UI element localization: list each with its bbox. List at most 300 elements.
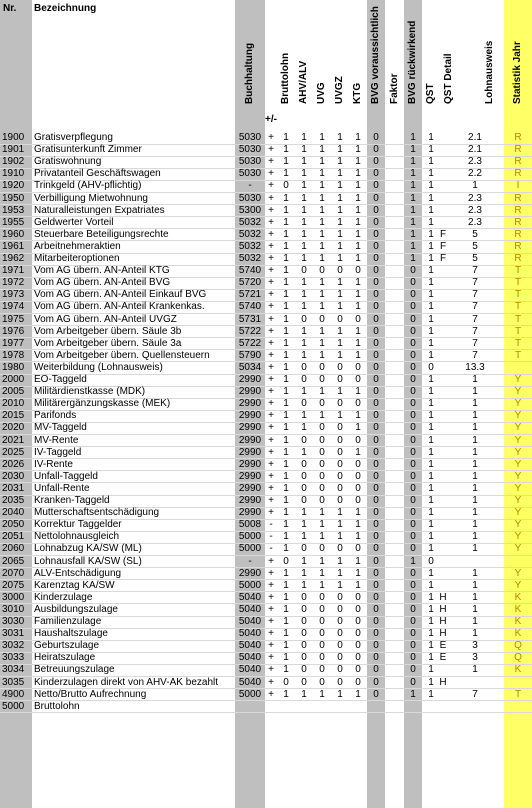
cell-statistik-jahr: R bbox=[514, 192, 522, 204]
cell-ahv-alv: 0 bbox=[301, 603, 307, 615]
cell-bezeichnung: Vom AG übern. AN-Anteil Krankenkas. bbox=[34, 301, 205, 313]
cell-bruttolohn: 1 bbox=[283, 361, 289, 373]
cell-bezeichnung: Naturalleistungen Expatriates bbox=[34, 204, 165, 216]
cell-lohnausweis: 1 bbox=[472, 628, 478, 640]
cell-faktor bbox=[385, 217, 404, 229]
cell-uvg: 1 bbox=[319, 337, 325, 349]
cell-bruttolohn: 1 bbox=[283, 652, 289, 664]
cell-uvg: 0 bbox=[319, 603, 325, 615]
cell-ahv-alv: 1 bbox=[301, 567, 307, 579]
cell-uvgz: 1 bbox=[337, 277, 343, 289]
cell-statistik-jahr: Y bbox=[514, 495, 522, 506]
cell-lohnausweis: 1 bbox=[472, 410, 478, 422]
cell-bezeichnung: Kranken-Taggeld bbox=[34, 495, 110, 506]
cell-qst: 1 bbox=[428, 640, 434, 652]
cell-faktor bbox=[385, 277, 404, 289]
cell-plus-minus: + bbox=[268, 434, 274, 446]
cell-lohnausweis: 7 bbox=[472, 265, 478, 277]
cell-nr: 1950 bbox=[2, 192, 25, 204]
cell-bruttolohn bbox=[277, 701, 295, 713]
cell-nr: 1901 bbox=[2, 144, 25, 156]
cell-nr: 5000 bbox=[2, 700, 25, 712]
cell-ahv-alv: 1 bbox=[301, 555, 307, 567]
cell-ahv-alv: 1 bbox=[301, 519, 307, 531]
cell-statistik-jahr: R bbox=[514, 228, 522, 240]
cell-qst-detail bbox=[436, 701, 450, 713]
cell-bvg-rueckwirkend: 0 bbox=[410, 531, 416, 543]
cell-lohnausweis: 1 bbox=[472, 374, 478, 385]
cell-uvgz: 1 bbox=[337, 325, 343, 337]
cell-faktor bbox=[385, 362, 404, 374]
cell-faktor bbox=[385, 205, 404, 217]
cell-plus-minus: + bbox=[268, 507, 274, 519]
cell-bvg-voraussichtlich: 0 bbox=[373, 240, 379, 252]
cell-bvg-rueckwirkend: 0 bbox=[410, 567, 416, 579]
cell-statistik-jahr: Y bbox=[514, 458, 522, 470]
cell-lohnausweis bbox=[450, 677, 500, 689]
cell-bvg-rueckwirkend: 1 bbox=[410, 204, 416, 216]
cell-uvg: 1 bbox=[319, 180, 325, 192]
cell-qst-detail bbox=[436, 362, 450, 374]
cell-bezeichnung: MV-Rente bbox=[34, 434, 79, 446]
cell-ahv-alv: 0 bbox=[301, 374, 307, 385]
cell-bvg-rueckwirkend: 0 bbox=[410, 361, 416, 373]
cell-ahv-alv: 1 bbox=[301, 507, 307, 519]
cell-nr: 2050 bbox=[2, 519, 25, 531]
cell-lohnausweis: 1 bbox=[472, 482, 478, 494]
cell-uvg: 1 bbox=[319, 289, 325, 301]
cell-lohnausweis: 2.1 bbox=[468, 132, 482, 143]
cell-qst: 1 bbox=[428, 301, 434, 313]
cell-bvg-voraussichtlich: 0 bbox=[373, 337, 379, 349]
cell-plus-minus: + bbox=[268, 337, 274, 349]
cell-plus-minus: + bbox=[268, 277, 274, 289]
cell-uvg: 0 bbox=[319, 422, 325, 434]
cell-lohnausweis: 3 bbox=[472, 652, 478, 664]
cell-lohnausweis: 1 bbox=[472, 616, 478, 627]
cell-plus-minus: + bbox=[268, 228, 274, 240]
cell-lohnausweis: 1 bbox=[472, 470, 478, 482]
cell-statistik-jahr: T bbox=[514, 301, 522, 313]
cell-ahv-alv: 0 bbox=[301, 591, 307, 603]
cell-lohnausweis: 3 bbox=[472, 640, 478, 652]
cell-uvg: 1 bbox=[319, 156, 325, 168]
cell-uvg: 0 bbox=[319, 543, 325, 555]
cell-nr: 1975 bbox=[2, 313, 25, 325]
cell-bruttolohn: 1 bbox=[283, 313, 289, 325]
cell-bvg-voraussichtlich: 0 bbox=[373, 543, 379, 555]
cell-ktg: 1 bbox=[355, 386, 361, 398]
cell-bezeichnung: Korrektur Taggelder bbox=[34, 519, 122, 531]
cell-ahv-alv: 1 bbox=[301, 168, 307, 180]
cell-ahv-alv: 1 bbox=[301, 349, 307, 361]
cell-bezeichnung: Vom Arbeitgeber übern. Quellensteuern bbox=[34, 349, 210, 361]
cell-bvg-voraussichtlich: 0 bbox=[373, 434, 379, 446]
cell-lohnausweis: 7 bbox=[472, 325, 478, 337]
cell-bruttolohn: 1 bbox=[283, 591, 289, 603]
cell-bezeichnung: Arbeitnehmeraktien bbox=[34, 240, 121, 252]
cell-buchhaltung: 5040 bbox=[238, 603, 262, 615]
cell-qst-detail bbox=[436, 277, 450, 289]
cell-qst: 1 bbox=[428, 616, 434, 627]
cell-plus-minus: + bbox=[268, 325, 274, 337]
cell-qst: 1 bbox=[428, 216, 434, 228]
cell-bvg-voraussichtlich: 0 bbox=[373, 313, 379, 325]
cell-bruttolohn: 1 bbox=[283, 168, 289, 180]
cell-uvg: 1 bbox=[319, 168, 325, 180]
cell-qst: 1 bbox=[428, 507, 434, 519]
header-statistik-jahr bbox=[504, 0, 532, 120]
header-bezeichnung: Bezeichnung bbox=[34, 3, 97, 14]
cell-statistik-jahr: T bbox=[514, 313, 522, 325]
cell-lohnausweis: 1 bbox=[472, 519, 478, 531]
cell-bezeichnung: Verbilligung Mietwohnung bbox=[34, 192, 148, 204]
cell-buchhaltung: - bbox=[248, 555, 252, 567]
cell-bvg-voraussichtlich: 0 bbox=[373, 374, 379, 385]
cell-nr: 1961 bbox=[2, 240, 25, 252]
cell-buchhaltung: 5030 bbox=[238, 144, 262, 156]
cell-uvgz: 1 bbox=[337, 192, 343, 204]
cell-bvg-voraussichtlich: 0 bbox=[373, 144, 379, 156]
cell-ahv-alv: 0 bbox=[301, 664, 307, 676]
cell-statistik-jahr: Y bbox=[514, 567, 522, 579]
cell-plus-minus: + bbox=[268, 301, 274, 313]
cell-lohnausweis: 1 bbox=[472, 567, 478, 579]
header-bvg-voraussichtlich-label: BVG voraussichtlich bbox=[370, 6, 381, 104]
cell-uvg: 0 bbox=[319, 482, 325, 494]
cell-buchhaltung: 2990 bbox=[238, 374, 262, 385]
cell-statistik-jahr: R bbox=[514, 216, 522, 228]
cell-plus-minus: + bbox=[268, 192, 274, 204]
cell-qst: 1 bbox=[428, 265, 434, 277]
cell-ahv-alv: 1 bbox=[301, 180, 307, 192]
cell-nr: 1953 bbox=[2, 204, 25, 216]
cell-bvg-rueckwirkend bbox=[404, 701, 422, 713]
cell-bvg-voraussichtlich bbox=[367, 701, 385, 713]
cell-bruttolohn: 1 bbox=[283, 434, 289, 446]
cell-ktg: 0 bbox=[355, 434, 361, 446]
cell-qst: 1 bbox=[428, 652, 434, 664]
cell-bruttolohn: 1 bbox=[283, 144, 289, 156]
cell-bvg-voraussichtlich: 0 bbox=[373, 422, 379, 434]
cell-uvgz: 1 bbox=[337, 531, 343, 543]
cell-bvg-rueckwirkend: 1 bbox=[410, 688, 416, 700]
cell-statistik-jahr: Y bbox=[514, 531, 522, 543]
cell-ahv-alv: 0 bbox=[301, 616, 307, 627]
cell-bezeichnung: Gratisunterkunft Zimmer bbox=[34, 144, 142, 156]
cell-bvg-rueckwirkend: 0 bbox=[410, 603, 416, 615]
cell-statistik-jahr bbox=[504, 677, 532, 689]
cell-bruttolohn: 1 bbox=[283, 664, 289, 676]
cell-faktor bbox=[385, 386, 404, 398]
cell-bezeichnung: Unfall-Taggeld bbox=[34, 470, 98, 482]
cell-faktor bbox=[385, 193, 404, 205]
cell-bezeichnung: Geldwerter Vorteil bbox=[34, 216, 114, 228]
cell-buchhaltung: 5000 bbox=[238, 579, 262, 591]
cell-qst: 1 bbox=[428, 168, 434, 180]
cell-statistik-jahr: Q bbox=[514, 652, 522, 664]
cell-faktor bbox=[385, 543, 404, 555]
cell-bvg-voraussichtlich: 0 bbox=[373, 361, 379, 373]
cell-bezeichnung: Betreuungszulage bbox=[34, 664, 115, 676]
cell-uvgz bbox=[331, 701, 349, 713]
cell-statistik-jahr: K bbox=[514, 591, 522, 603]
cell-qst-detail bbox=[436, 664, 450, 676]
cell-ktg: 1 bbox=[355, 422, 361, 434]
cell-qst-detail bbox=[436, 301, 450, 313]
cell-qst-detail bbox=[436, 435, 450, 447]
header-qst-label: QST bbox=[425, 83, 436, 104]
cell-uvg: 1 bbox=[319, 144, 325, 156]
cell-uvgz: 1 bbox=[337, 204, 343, 216]
cell-plus-minus: + bbox=[268, 603, 274, 615]
cell-nr: 1971 bbox=[2, 265, 25, 277]
cell-nr: 1977 bbox=[2, 337, 25, 349]
cell-statistik-jahr: T bbox=[514, 265, 522, 277]
cell-nr: 2040 bbox=[2, 507, 25, 519]
cell-uvg: 1 bbox=[319, 216, 325, 228]
header-ktg bbox=[349, 0, 367, 120]
cell-bvg-voraussichtlich: 0 bbox=[373, 567, 379, 579]
cell-bruttolohn: 1 bbox=[283, 240, 289, 252]
cell-ktg: 1 bbox=[355, 277, 361, 289]
cell-bvg-rueckwirkend: 0 bbox=[410, 386, 416, 398]
header-qst-detail-label: QST Detail bbox=[443, 53, 454, 104]
cell-bruttolohn: 1 bbox=[283, 398, 289, 410]
cell-lohnausweis: 1 bbox=[472, 543, 478, 555]
cell-bvg-rueckwirkend: 1 bbox=[410, 144, 416, 156]
cell-ahv-alv: 0 bbox=[301, 313, 307, 325]
cell-qst-detail bbox=[436, 459, 450, 471]
cell-statistik-jahr: R bbox=[514, 204, 522, 216]
cell-statistik-jahr: T bbox=[514, 277, 522, 289]
cell-qst: 1 bbox=[428, 192, 434, 204]
cell-bruttolohn: 1 bbox=[283, 458, 289, 470]
cell-qst-detail bbox=[436, 543, 450, 555]
header-faktor-label: Faktor bbox=[388, 73, 400, 104]
cell-qst-detail bbox=[436, 132, 450, 144]
cell-faktor bbox=[385, 132, 404, 144]
cell-ktg: 0 bbox=[355, 603, 361, 615]
cell-plus-minus: + bbox=[268, 132, 274, 143]
cell-buchhaltung: 2990 bbox=[238, 446, 262, 458]
cell-ktg: 1 bbox=[355, 446, 361, 458]
cell-ktg: 0 bbox=[355, 361, 361, 373]
cell-bvg-rueckwirkend: 0 bbox=[410, 265, 416, 277]
cell-faktor bbox=[385, 471, 404, 483]
cell-uvg: 0 bbox=[319, 398, 325, 410]
cell-faktor bbox=[385, 483, 404, 495]
cell-faktor bbox=[385, 447, 404, 459]
cell-plus-minus: + bbox=[268, 676, 274, 688]
cell-faktor bbox=[385, 604, 404, 616]
header-bruttolohn bbox=[277, 0, 295, 120]
cell-bvg-voraussichtlich: 0 bbox=[373, 216, 379, 228]
cell-uvgz: 1 bbox=[337, 507, 343, 519]
cell-lohnausweis: 5 bbox=[472, 253, 478, 264]
cell-bruttolohn: 1 bbox=[283, 482, 289, 494]
cell-bruttolohn: 1 bbox=[283, 446, 289, 458]
cell-plus-minus: + bbox=[268, 265, 274, 277]
cell-qst: 1 bbox=[428, 446, 434, 458]
header-nr: Nr. bbox=[3, 3, 17, 14]
cell-bvg-rueckwirkend: 0 bbox=[410, 410, 416, 422]
cell-qst: 1 bbox=[428, 531, 434, 543]
cell-bvg-rueckwirkend: 0 bbox=[410, 519, 416, 531]
cell-buchhaltung: 5040 bbox=[238, 664, 262, 676]
cell-bruttolohn: 1 bbox=[283, 543, 289, 555]
cell-bvg-rueckwirkend: 1 bbox=[410, 156, 416, 168]
cell-buchhaltung: 5040 bbox=[238, 591, 262, 603]
cell-statistik-jahr: R bbox=[514, 144, 522, 156]
cell-plus-minus: - bbox=[269, 543, 273, 555]
cell-nr: 1960 bbox=[2, 228, 25, 240]
cell-uvg: 0 bbox=[319, 446, 325, 458]
cell-bezeichnung: Steuerbare Beteiligungsrechte bbox=[34, 228, 169, 240]
cell-ktg: 1 bbox=[355, 579, 361, 591]
cell-qst: 1 bbox=[428, 579, 434, 591]
cell-qst-detail bbox=[436, 314, 450, 326]
cell-buchhaltung: 5030 bbox=[238, 192, 262, 204]
cell-uvg: 0 bbox=[319, 313, 325, 325]
cell-lohnausweis: 1 bbox=[472, 603, 478, 615]
cell-qst-detail: F bbox=[439, 253, 447, 264]
cell-qst: 1 bbox=[428, 482, 434, 494]
cell-uvg: 1 bbox=[319, 301, 325, 313]
cell-bvg-voraussichtlich: 0 bbox=[373, 519, 379, 531]
cell-faktor bbox=[385, 374, 404, 386]
cell-bvg-voraussichtlich: 0 bbox=[373, 688, 379, 700]
cell-qst-detail bbox=[436, 483, 450, 495]
cell-bruttolohn: 1 bbox=[283, 204, 289, 216]
cell-uvgz: 0 bbox=[337, 603, 343, 615]
cell-qst-detail bbox=[436, 495, 450, 507]
cell-qst-detail bbox=[436, 568, 450, 580]
cell-ahv-alv: 0 bbox=[301, 398, 307, 410]
cell-bezeichnung: Ausbildungszulage bbox=[34, 603, 118, 615]
cell-buchhaltung: 5040 bbox=[238, 628, 262, 640]
cell-qst-detail bbox=[436, 689, 450, 701]
cell-statistik-jahr bbox=[504, 362, 532, 374]
cell-lohnausweis: 7 bbox=[472, 301, 478, 313]
cell-bvg-voraussichtlich: 0 bbox=[373, 652, 379, 664]
cell-uvg: 1 bbox=[319, 132, 325, 143]
cell-faktor bbox=[385, 701, 404, 713]
cell-statistik-jahr: T bbox=[514, 289, 522, 301]
header-lohnausweis-label: Lohnausweis bbox=[484, 40, 495, 104]
cell-uvgz: 0 bbox=[337, 495, 343, 506]
cell-uvg: 0 bbox=[319, 591, 325, 603]
cell-nr: 2035 bbox=[2, 495, 25, 506]
cell-ahv-alv: 0 bbox=[301, 652, 307, 664]
cell-ktg: 0 bbox=[355, 543, 361, 555]
cell-faktor bbox=[385, 689, 404, 701]
cell-uvg: 0 bbox=[319, 470, 325, 482]
cell-ahv-alv: 0 bbox=[301, 482, 307, 494]
cell-lohnausweis: 1 bbox=[472, 507, 478, 519]
cell-faktor bbox=[385, 289, 404, 301]
cell-uvg: 0 bbox=[319, 374, 325, 385]
cell-uvg: 0 bbox=[319, 616, 325, 627]
cell-bruttolohn: 1 bbox=[283, 507, 289, 519]
header-bvg-voraussichtlich bbox=[367, 0, 385, 120]
cell-uvgz: 1 bbox=[337, 386, 343, 398]
cell-bvg-voraussichtlich: 0 bbox=[373, 289, 379, 301]
cell-ahv-alv: 1 bbox=[301, 144, 307, 156]
cell-bvg-voraussichtlich: 0 bbox=[373, 579, 379, 591]
cell-qst: 1 bbox=[428, 156, 434, 168]
cell-bezeichnung: Gratiswohnung bbox=[34, 156, 102, 168]
cell-bezeichnung: Vom AG übern. AN-Anteil UVGZ bbox=[34, 313, 177, 325]
cell-statistik-jahr: Y bbox=[514, 410, 522, 422]
cell-uvgz: 1 bbox=[337, 349, 343, 361]
cell-statistik-jahr: T bbox=[514, 325, 522, 337]
cell-statistik-jahr: Y bbox=[514, 374, 522, 385]
cell-ktg: 1 bbox=[355, 519, 361, 531]
cell-ktg: 1 bbox=[355, 531, 361, 543]
cell-buchhaltung: 5040 bbox=[238, 676, 262, 688]
cell-ahv-alv: 1 bbox=[301, 132, 307, 143]
cell-buchhaltung: 5000 bbox=[238, 688, 262, 700]
cell-uvg: 1 bbox=[319, 277, 325, 289]
cell-bvg-rueckwirkend: 0 bbox=[410, 301, 416, 313]
cell-nr: 3033 bbox=[2, 652, 25, 664]
cell-bruttolohn: 1 bbox=[283, 616, 289, 627]
cell-plus-minus: + bbox=[268, 349, 274, 361]
cell-bezeichnung: Kinderzulagen direkt von AHV-AK bezahlt bbox=[34, 676, 218, 688]
cell-bvg-rueckwirkend: 0 bbox=[410, 325, 416, 337]
cell-faktor bbox=[385, 568, 404, 580]
cell-bezeichnung: IV-Taggeld bbox=[34, 446, 82, 458]
cell-uvgz: 1 bbox=[337, 168, 343, 180]
cell-faktor bbox=[385, 168, 404, 180]
cell-nr: 2020 bbox=[2, 422, 25, 434]
cell-uvgz: 0 bbox=[337, 313, 343, 325]
cell-buchhaltung: 5040 bbox=[238, 640, 262, 652]
cell-statistik-jahr: Y bbox=[514, 507, 522, 519]
cell-qst: 1 bbox=[428, 410, 434, 422]
cell-faktor bbox=[385, 180, 404, 192]
cell-uvg: 0 bbox=[319, 495, 325, 506]
cell-ktg: 1 bbox=[355, 688, 361, 700]
cell-bvg-rueckwirkend: 0 bbox=[410, 507, 416, 519]
cell-plus-minus: + bbox=[268, 446, 274, 458]
cell-faktor bbox=[385, 531, 404, 543]
cell-bruttolohn: 1 bbox=[283, 640, 289, 652]
cell-ahv-alv: 1 bbox=[301, 446, 307, 458]
cell-bvg-voraussichtlich: 0 bbox=[373, 664, 379, 676]
cell-plus-minus: + bbox=[268, 688, 274, 700]
cell-ktg: 1 bbox=[355, 507, 361, 519]
cell-faktor bbox=[385, 495, 404, 507]
cell-nr: 1902 bbox=[2, 156, 25, 168]
cell-qst: 1 bbox=[428, 422, 434, 434]
cell-bruttolohn: 1 bbox=[283, 132, 289, 143]
cell-plus-minus: + bbox=[268, 458, 274, 470]
cell-faktor bbox=[385, 556, 404, 568]
cell-bvg-voraussichtlich: 0 bbox=[373, 132, 379, 143]
cell-qst-detail: H bbox=[439, 628, 447, 640]
cell-ahv-alv: 1 bbox=[301, 240, 307, 252]
cell-statistik-jahr: R bbox=[514, 253, 522, 264]
cell-bezeichnung: Trinkgeld (AHV-pflichtig) bbox=[34, 180, 142, 192]
cell-qst: 1 bbox=[428, 253, 434, 264]
cell-plus-minus: + bbox=[268, 156, 274, 168]
cell-buchhaltung: 2990 bbox=[238, 470, 262, 482]
cell-qst: 1 bbox=[428, 591, 434, 603]
cell-bvg-rueckwirkend: 0 bbox=[410, 495, 416, 506]
cell-bezeichnung: Familienzulage bbox=[34, 616, 102, 627]
